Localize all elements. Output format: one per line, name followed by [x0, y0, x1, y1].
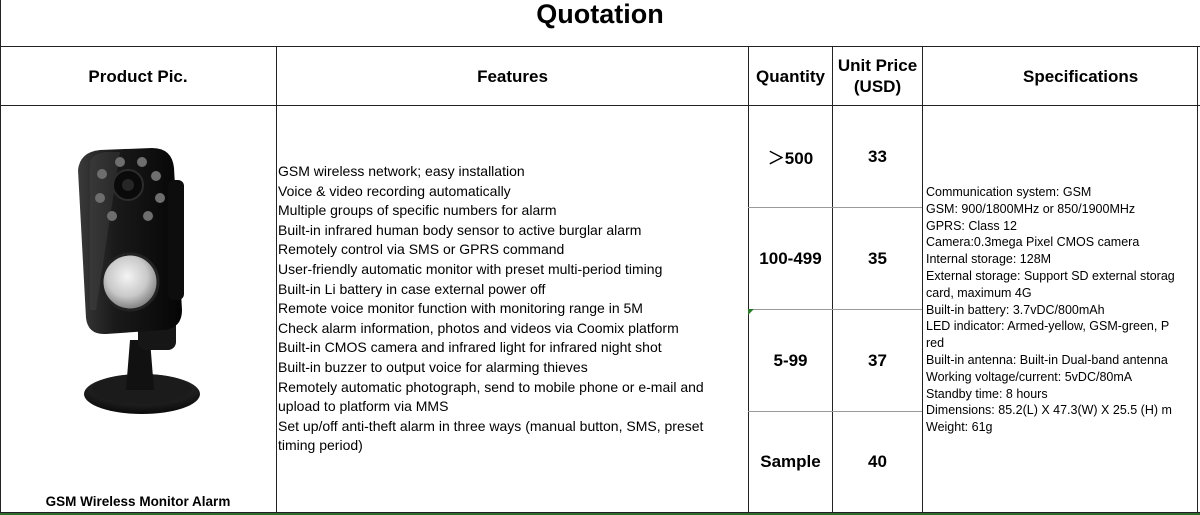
- spec-line: Built-in battery: 3.7vDC/800mAh: [926, 302, 1105, 317]
- spec-line: Built-in antenna: Built-in Dual-band antenna: [926, 352, 1168, 367]
- quantity-cell: 5-99: [773, 350, 808, 370]
- price-cell: 35: [868, 248, 887, 268]
- feature-line: User-friendly automatic monitor with preset multi-period timing: [278, 260, 663, 277]
- header-unit-price-line1: Unit Price: [837, 56, 918, 75]
- spec-line: Standby time: 8 hours: [926, 386, 1048, 401]
- product-image: [60, 140, 220, 435]
- feature-line: Remotely automatic photograph, send to mobile phone or e-mail and: [278, 378, 704, 395]
- quantity-cell: Sample: [760, 452, 821, 471]
- spec-line: card, maximum 4G: [926, 285, 1032, 300]
- spec-line: Internal storage: 128M: [926, 252, 1052, 267]
- page-title: Quotation: [536, 0, 664, 29]
- feature-line: Check alarm information, photos and videos via Coomix platform: [278, 319, 679, 336]
- feature-line: Remote voice monitor function with monitoring range in 5M: [278, 300, 643, 317]
- quantity-cell: ＞500: [767, 149, 814, 168]
- feature-line: Built-in buzzer to output voice for alarming thieves: [278, 358, 588, 375]
- header-bottom-border: [0, 105, 1200, 106]
- spec-line: GPRS: Class 12: [926, 218, 1018, 233]
- spec-line: Working voltage/current: 5vDC/80mA: [926, 369, 1133, 384]
- header-features: Features: [477, 66, 548, 86]
- quantity-cell: 100-499: [759, 248, 822, 268]
- spec-line: External storage: Support SD external storag: [926, 268, 1175, 283]
- product-name: GSM Wireless Monitor Alarm: [45, 494, 231, 509]
- spec-line: LED indicator: Armed-yellow, GSM-green, P: [926, 319, 1170, 334]
- feature-line: GSM wireless network; easy installation: [278, 163, 525, 179]
- feature-line: upload to platform via MMS: [278, 398, 449, 415]
- header-unit-price-line2: (USD): [853, 77, 902, 96]
- price-cell: 40: [868, 452, 887, 471]
- spec-line: Dimensions: 85.2(L) X 47.3(W) X 25.5 (H) m: [926, 403, 1172, 418]
- header-specifications: Specifications: [1023, 66, 1139, 86]
- feature-line: Voice & video recording automatically: [278, 182, 511, 199]
- feature-line: Built-in infrared human body sensor to active burglar alarm: [278, 221, 642, 238]
- feature-line: Built-in Li battery in case external power off: [278, 280, 546, 297]
- spec-line: red: [926, 336, 945, 351]
- feature-line: Remotely control via SMS or GPRS command: [278, 241, 565, 258]
- spec-line: Camera:0.3mega Pixel CMOS camera: [926, 235, 1140, 250]
- col-divider-features: [276, 46, 277, 513]
- header-product-pic: Product Pic.: [88, 66, 188, 86]
- feature-line: timing period): [278, 437, 363, 454]
- header-quantity: Quantity: [756, 66, 825, 86]
- features-list: [278, 162, 746, 456]
- price-cell: 33: [868, 146, 887, 166]
- spec-line: GSM: 900/1800MHz or 850/1900MHz: [926, 201, 1136, 216]
- header-unit-price: [833, 47, 922, 105]
- spec-line: Weight: 61g: [926, 420, 993, 435]
- feature-line: Set up/off anti-theft alarm in three ways (manual button, SMS, preset: [278, 417, 704, 434]
- feature-line: Multiple groups of specific numbers for alarm: [278, 202, 557, 219]
- specifications-list: [926, 184, 1198, 436]
- feature-line: Built-in CMOS camera and infrared light for infrared night shot: [278, 339, 662, 356]
- col-divider-specs: [922, 46, 923, 513]
- spec-line: Communication system: GSM: [926, 185, 1092, 199]
- price-cell: 37: [868, 350, 887, 370]
